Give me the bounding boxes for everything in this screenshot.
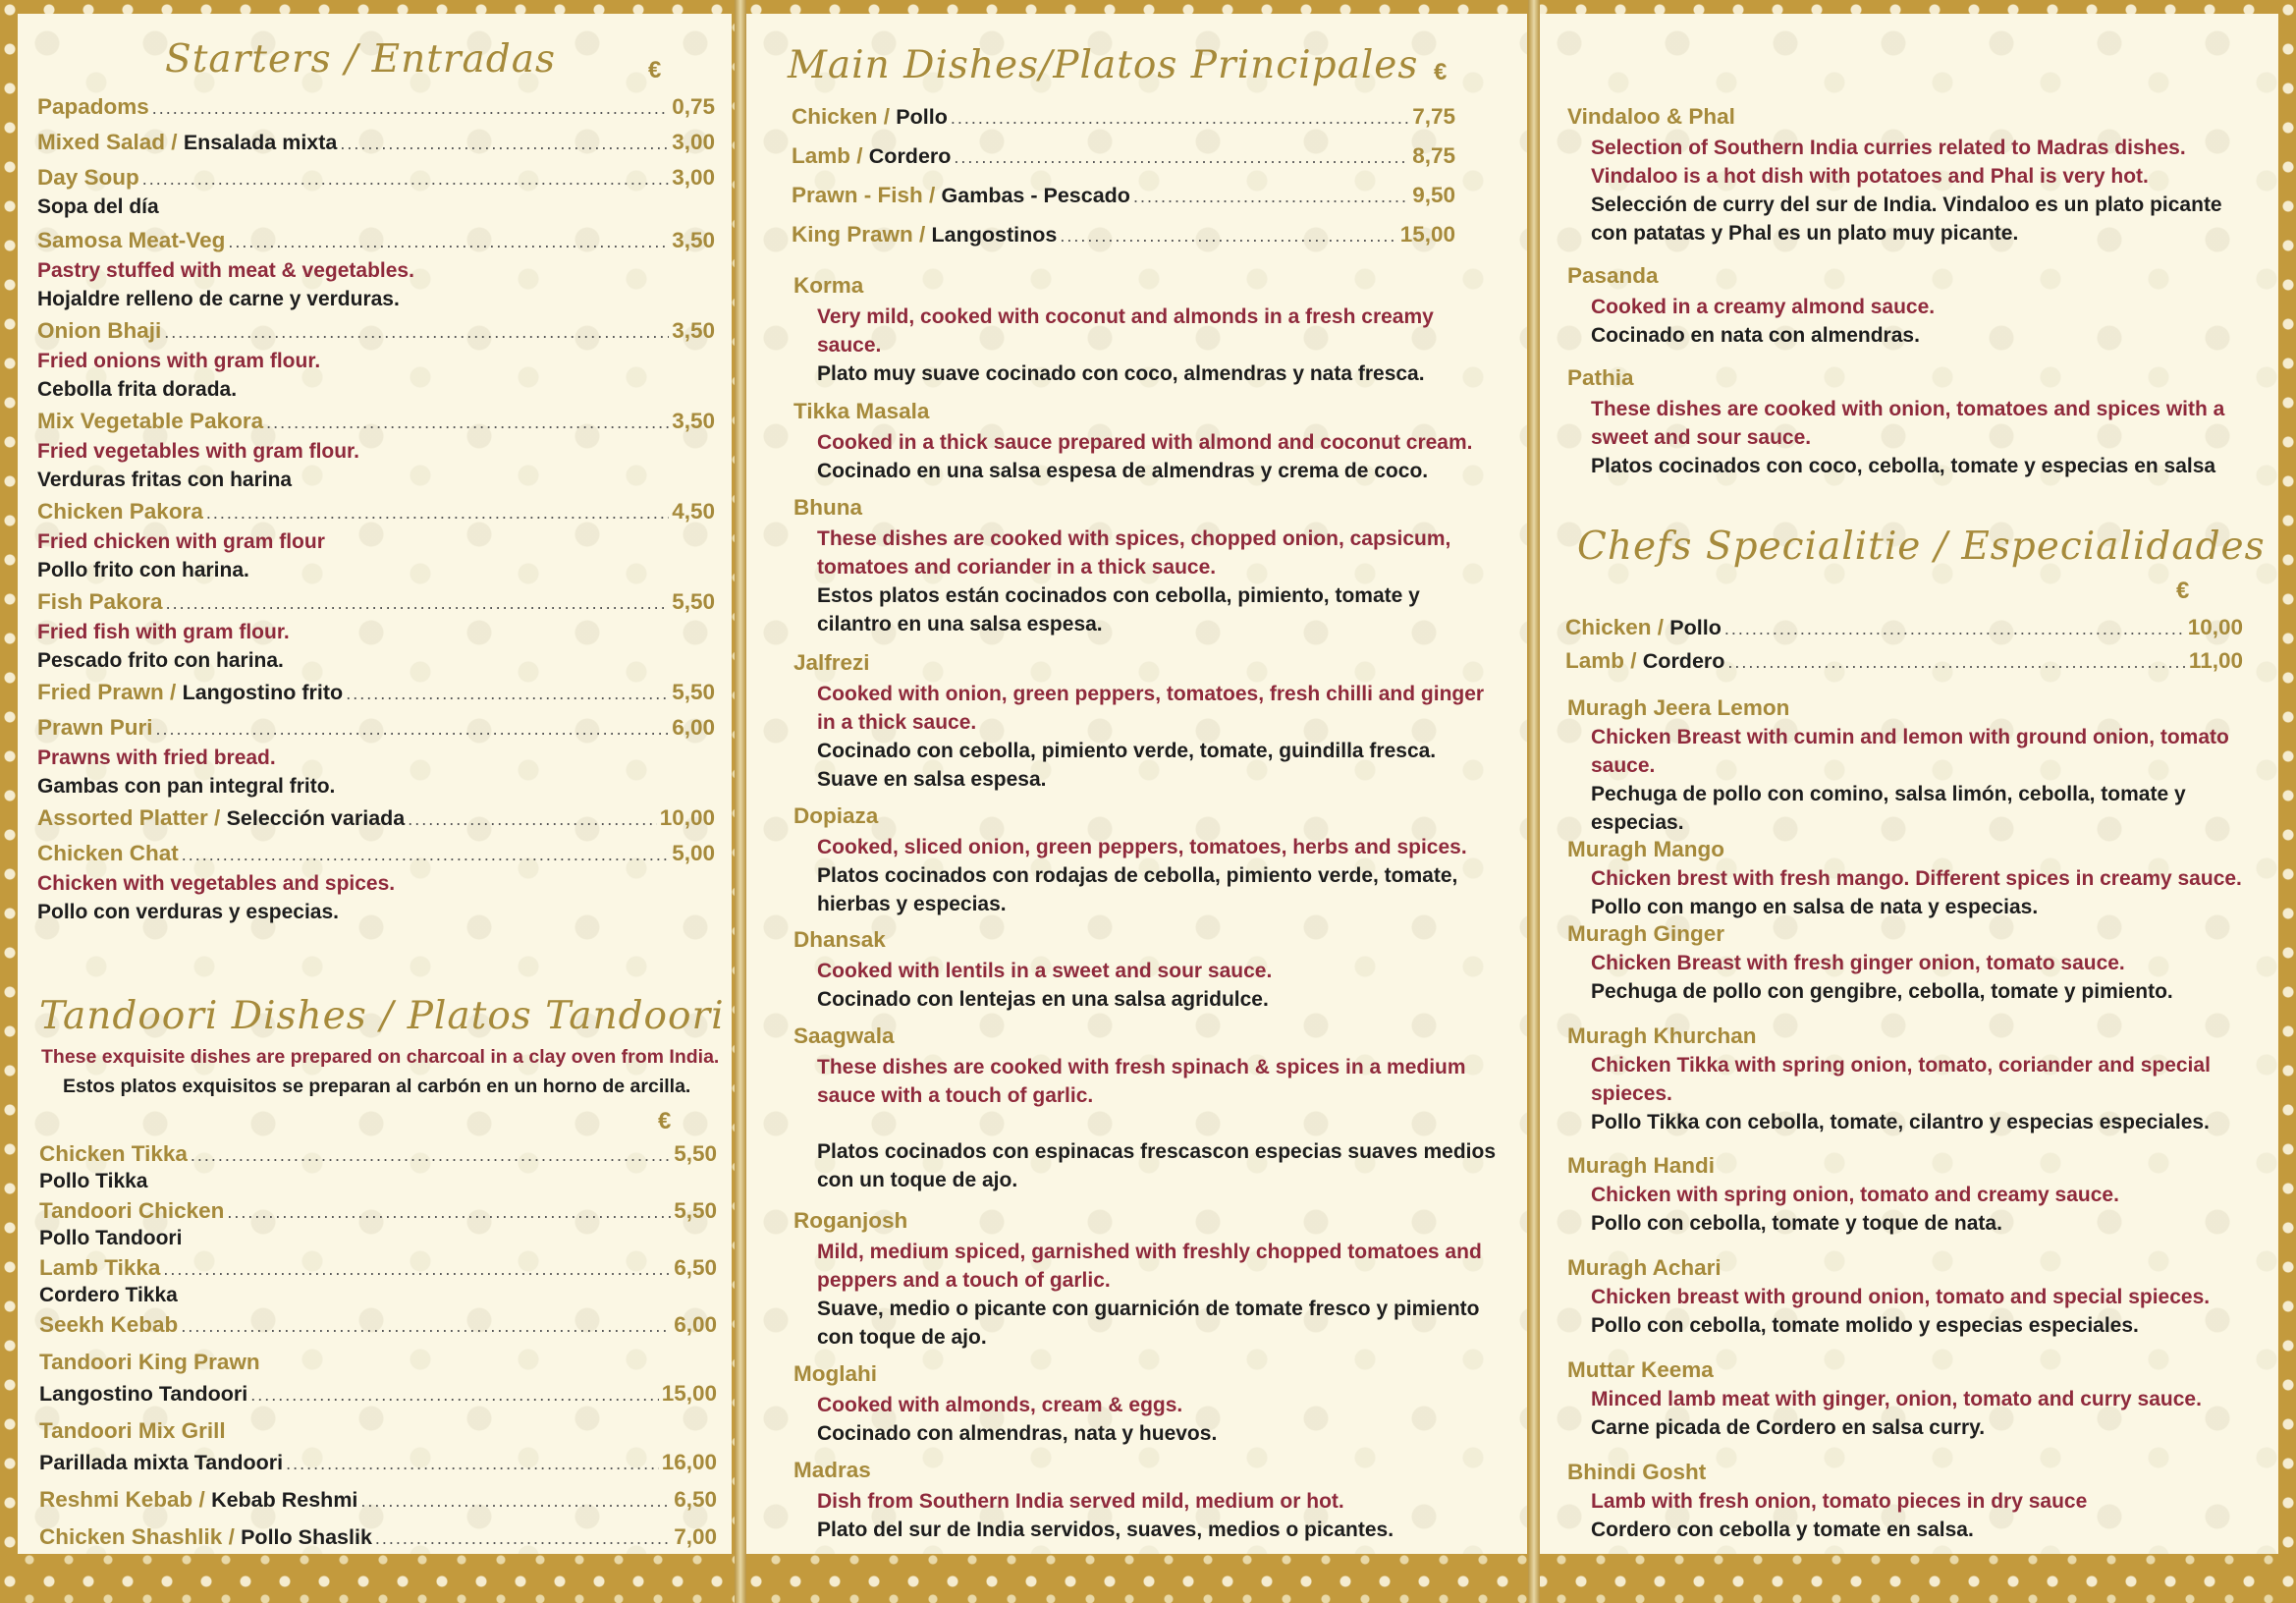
dish-desc-en: Very mild, cooked with coconut and almonds in a fresh creamy sauce. [817, 305, 1434, 357]
menu-item-name: Tandoori King Prawn [39, 1350, 260, 1374]
menu-item: Lamb / Cordero ..... 8,75 [792, 143, 1455, 169]
dish-desc-en: Cooked with lentils in a sweet and sour sauce. [817, 960, 1273, 982]
item-desc-es: Sopa del día [37, 195, 159, 218]
menu-item: Chicken Chat ..... 5,00 [37, 841, 715, 866]
dish-desc-es: Cocinado con lentejas en una salsa agridulce. [817, 988, 1269, 1011]
dish-desc-es: Pechuga de pollo con comino, salsa limón, cebolla, tomate y especias. [1591, 783, 2186, 834]
item-desc-es: Cordero Tikka [39, 1284, 178, 1306]
currency-symbol: € [658, 1108, 672, 1134]
dish-name: Muragh Ginger [1567, 921, 1725, 946]
menu-item: Day Soup ..... 3,00 [37, 165, 715, 191]
section-intro-en: These exquisite dishes are prepared on charcoal in a clay oven from India. [41, 1046, 720, 1068]
dish-desc-es: Cordero con cebolla y tomate en salsa. [1591, 1519, 1974, 1541]
dish-desc-en: These dishes are cooked with onion, tomatoes and spices with a sweet and sour sauce. [1591, 398, 2225, 449]
item-desc-es: Pescado frito con harina. [37, 649, 284, 672]
section-title-starters: Starters / Entradas [165, 37, 557, 82]
dish-desc-es: Pechuga de pollo con gengibre, cebolla, tomate y pimiento. [1591, 980, 2173, 1003]
dish-desc-en: Cooked with onion, green peppers, tomatoes, fresh chilli and ginger in a thick sauce. [817, 683, 1485, 734]
section-title-main: Main Dishes/Platos Principales [788, 43, 1419, 87]
dish-name: Madras [793, 1458, 871, 1482]
dish-desc-es: Platos cocinados con rodajas de cebolla, pimiento verde, tomate, hierbas y especias. [817, 864, 1458, 915]
dish-desc-es: Cocinado con almendras, nata y huevos. [817, 1422, 1218, 1445]
dish-name: Moglahi [793, 1361, 877, 1386]
dish-desc-en: Cooked in a creamy almond sauce. [1591, 296, 1936, 318]
item-desc-es: Hojaldre relleno de carne y verduras. [37, 288, 400, 310]
dish-desc-en: Chicken breast with ground onion, tomato and special spieces. [1591, 1286, 2211, 1308]
dish-name: Muragh Jeera Lemon [1567, 695, 1790, 720]
dish-name: Dhansak [793, 927, 886, 952]
dish-desc-en: Selection of Southern India curries related to Madras dishes. Vindaloo is a hot dish with potatoes and Phal is very hot. [1591, 137, 2186, 188]
dish-desc-es: Pollo con cebolla, tomate y toque de nata. [1591, 1212, 2002, 1235]
panel-main-dishes [746, 14, 1527, 1554]
dish-name: Bhindi Gosht [1567, 1460, 1707, 1484]
dish-desc-en: Chicken brest with fresh mango. Different spices in creamy sauce. [1591, 867, 2242, 890]
menu-item: Chicken / Pollo ..... 10,00 [1565, 615, 2243, 640]
dish-desc-en: Chicken Tikka with spring onion, tomato, coriander and special spieces. [1591, 1054, 2211, 1105]
menu-item: Chicken Shashlik / Pollo Shaslik ..... 7,00 [39, 1524, 717, 1550]
item-desc-es: Verduras fritas con harina [37, 469, 293, 491]
dish-desc-en: Mild, medium spiced, garnished with freshly chopped tomatoes and peppers and a touch of garlic. [817, 1241, 1482, 1292]
menu-item: Prawn - Fish / Gambas - Pescado ..... 9,50 [792, 183, 1455, 208]
menu-item: King Prawn / Langostinos ..... 15,00 [792, 222, 1455, 248]
menu-item: Mix Vegetable Pakora ..... 3,50 [37, 409, 715, 434]
menu-item: Mixed Salad / Ensalada mixta ..... 3,00 [37, 130, 715, 155]
dish-name: Saagwala [793, 1023, 895, 1048]
dish-desc-es: Pollo con mango en salsa de nata y especias. [1591, 896, 2039, 918]
dish-desc-en: Dish from Southern India served mild, medium or hot. [817, 1490, 1344, 1513]
currency-symbol: € [1434, 59, 1448, 85]
menu-item: Prawn Puri ..... 6,00 [37, 715, 715, 741]
menu-item: Seekh Kebab ..... 6,00 [39, 1312, 717, 1338]
item-desc-en: Fried chicken with gram flour [37, 530, 325, 553]
item-desc-en: Prawns with fried bread. [37, 746, 276, 769]
dish-desc-en: Chicken with spring onion, tomato and creamy sauce. [1591, 1184, 2119, 1206]
panel-starters-tandoori [18, 14, 732, 1554]
dish-name: Muragh Khurchan [1567, 1023, 1757, 1048]
item-desc-en: Pastry stuffed with meat & vegetables. [37, 259, 414, 282]
section-title-chefs: Chefs Specialitie / Especialidades [1577, 525, 2266, 569]
item-desc-es: Gambas con pan integral frito. [37, 775, 336, 798]
menu-item: Tandoori Chicken ..... 5,50 [39, 1198, 717, 1224]
dish-desc-es: Cocinado en una salsa espesa de almendras y crema de coco. [817, 460, 1429, 482]
panel-curries-specialities [1540, 14, 2278, 1554]
dish-desc-es: Pollo Tikka con cebolla, tomate, cilantro y especias especiales. [1591, 1111, 2210, 1133]
item-desc-en: Fried onions with gram flour. [37, 350, 321, 372]
dish-desc-en: Cooked, sliced onion, green peppers, tomatoes, herbs and spices. [817, 836, 1467, 858]
section-title-tandoori: Tandoori Dishes / Platos Tandoori [39, 994, 725, 1038]
menu-item: Chicken / Pollo ..... 7,75 [792, 104, 1455, 130]
item-desc-en: Chicken with vegetables and spices. [37, 872, 396, 895]
fold-line [1528, 0, 1540, 1603]
menu-item: Chicken Pakora ..... 4,50 [37, 499, 715, 525]
menu-item: Langostino Tandoori ..... 15,00 [39, 1381, 717, 1407]
dish-name: Vindaloo & Phal [1567, 104, 1735, 129]
dish-desc-es: Cocinado en nata con almendras. [1591, 324, 1920, 347]
dish-desc-es: Plato muy suave cocinado con coco, almendras y nata fresca. [817, 362, 1425, 385]
menu-item: Assorted Platter / Selección variada ..... 10,00 [37, 805, 715, 831]
item-desc-es: Pollo con verduras y especias. [37, 901, 339, 923]
menu-item: Reshmi Kebab / Kebab Reshmi ..... 6,50 [39, 1487, 717, 1513]
menu-item: Lamb / Cordero ..... 11,00 [1565, 648, 2243, 674]
dish-name: Jalfrezi [793, 650, 870, 675]
menu-item: Fried Prawn / Langostino frito ..... 5,50 [37, 680, 715, 705]
dish-name: Dopiaza [793, 803, 879, 828]
dish-desc-es: Pollo con cebolla, tomate molido y especias especiales. [1591, 1314, 2139, 1337]
item-desc-en: Fried fish with gram flour. [37, 621, 290, 643]
dish-desc-es: Platos cocinados con coco, cebolla, tomate y especias en salsa [1591, 455, 2216, 477]
menu-item: Samosa Meat-Veg ..... 3,50 [37, 228, 715, 253]
menu-item: Chicken Tikka ..... 5,50 [39, 1141, 717, 1167]
dish-desc-es: Cocinado con cebolla, pimiento verde, tomate, guindilla fresca. Suave en salsa espesa. [817, 740, 1437, 791]
dish-desc-en: Minced lamb meat with ginger, onion, tomato and curry sauce. [1591, 1388, 2202, 1410]
dish-desc-es: Suave, medio o picante con guarnición de tomate fresco y pimiento con toque de ajo. [817, 1298, 1480, 1349]
currency-symbol: € [648, 57, 662, 83]
dish-name: Muttar Keema [1567, 1357, 1714, 1382]
item-desc-en: Fried vegetables with gram flour. [37, 440, 359, 463]
dish-desc-en: Chicken Breast with fresh ginger onion, tomato sauce. [1591, 952, 2125, 974]
item-desc-es: Cebolla frita dorada. [37, 378, 238, 401]
dish-name: Roganjosh [793, 1208, 908, 1233]
dish-name: Pasanda [1567, 263, 1659, 288]
dish-name: Muragh Handi [1567, 1153, 1715, 1178]
dish-name: Muragh Mango [1567, 837, 1724, 861]
item-desc-es: Pollo Tikka [39, 1170, 148, 1192]
item-desc-es: Pollo Tandoori [39, 1227, 183, 1249]
item-desc-es: Pollo frito con harina. [37, 559, 249, 581]
dish-name: Pathia [1567, 365, 1634, 390]
dish-desc-en: These dishes are cooked with spices, chopped onion, capsicum, tomatoes and coriander in a thick sauce. [817, 527, 1451, 579]
dish-name: Muragh Achari [1567, 1255, 1722, 1280]
dish-name: Tikka Masala [793, 399, 930, 423]
currency-symbol: € [2176, 578, 2190, 604]
menu-item: Fish Pakora ..... 5,50 [37, 589, 715, 615]
menu-item-name: Tandoori Mix Grill [39, 1418, 226, 1443]
dish-desc-en: Lamb with fresh onion, tomato pieces in dry sauce [1591, 1490, 2088, 1513]
menu-item: Onion Bhaji ..... 3,50 [37, 318, 715, 344]
dish-desc-en: Cooked with almonds, cream & eggs. [817, 1394, 1183, 1416]
dish-name: Korma [793, 273, 864, 298]
dish-desc-es: Platos cocinados con espinacas frescascon especias suaves medios con un toque de ajo. [817, 1140, 1497, 1191]
dish-desc-en: These dishes are cooked with fresh spinach & spices in a medium sauce with a touch of garlic. [817, 1056, 1466, 1107]
menu-item: Papadoms ..... 0,75 [37, 94, 715, 120]
fold-line [735, 0, 746, 1603]
dish-desc-es: Carne picada de Cordero en salsa curry. [1591, 1416, 1986, 1439]
section-intro-es: Estos platos exquisitos se preparan al carbón en un horno de arcilla. [63, 1076, 691, 1097]
dish-desc-en: Cooked in a thick sauce prepared with almond and coconut cream. [817, 431, 1473, 454]
dish-desc-en: Chicken Breast with cumin and lemon with ground onion, tomato sauce. [1591, 726, 2229, 777]
dish-desc-es: Estos platos están cocinados con cebolla, pimiento, tomate y cilantro en una salsa espesa. [817, 584, 1420, 636]
dish-desc-es: Plato del sur de India servidos, suaves, medios o picantes. [817, 1519, 1394, 1541]
menu-item: Parillada mixta Tandoori ..... 16,00 [39, 1450, 717, 1475]
dish-desc-es: Selección de curry del sur de India. Vindaloo es un plato picante con patatas y Phal es un plato muy picante. [1591, 193, 2222, 245]
menu-item: Lamb Tikka ..... 6,50 [39, 1255, 717, 1281]
dish-name: Bhuna [793, 495, 862, 520]
